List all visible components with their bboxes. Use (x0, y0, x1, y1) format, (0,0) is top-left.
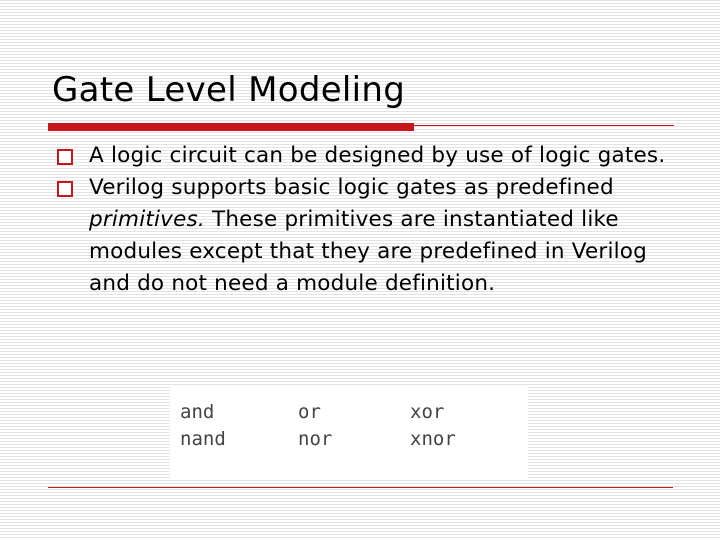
bullet-list (55, 140, 695, 300)
bullet-text-emphasis: primitives. (89, 207, 205, 232)
bullet-text-end: These primitives are instantiated like modules except that they are predefined in Verilog and do not need a module definition. (89, 207, 647, 296)
gate-nand: nand (180, 428, 226, 450)
gate-and: and (180, 401, 215, 423)
bullet-item (55, 140, 695, 172)
gate-or: or (298, 401, 321, 423)
bullet-text: A logic circuit can be designed by use of logic gates. (89, 143, 666, 168)
title-underline-bar (48, 123, 414, 131)
bullet-item (55, 172, 695, 300)
footer-line (48, 487, 673, 488)
gate-xnor: xnor (410, 428, 456, 450)
hollow-square-icon (57, 181, 73, 197)
hollow-square-icon (57, 149, 73, 165)
gate-primitives-table (170, 385, 528, 478)
gate-nor: nor (298, 428, 333, 450)
gate-xor: xor (410, 401, 445, 423)
slide-title: Gate Level Modeling (52, 70, 406, 110)
title-underline-line (414, 125, 674, 126)
bullet-text-start: Verilog supports basic logic gates as predefined (89, 175, 614, 200)
